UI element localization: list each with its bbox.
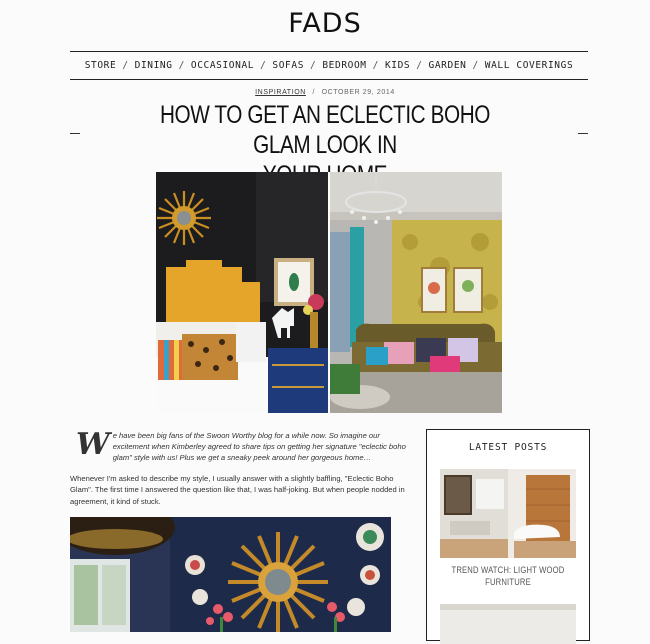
intro-text: e have been big fans of the Swoon Worthy blog for a while now. So imagine our excitement when Kimberley agreed to share tips on getting her signature "eclectic boho glam" style with us! Plus we get a sneaky peek around her gorgeous home… (112, 431, 406, 462)
living-room-photo (330, 172, 502, 413)
nav-item-occasional[interactable]: OCCASIONAL (190, 60, 255, 71)
nav-separator: / (178, 60, 185, 71)
nav-item-bedroom[interactable]: BEDROOM (322, 60, 367, 71)
nav-item-kids[interactable]: KIDS (384, 60, 411, 71)
nav-separator: / (122, 60, 129, 71)
photo-divider (328, 172, 330, 413)
post-date: OCTOBER 29, 2014 (321, 89, 395, 96)
nav-item-wall-coverings[interactable]: WALL COVERINGS (484, 60, 574, 71)
title-dash-left (70, 133, 80, 134)
hero-image (156, 172, 502, 413)
post-intro (70, 427, 415, 463)
site-logo[interactable]: FADS (288, 8, 362, 39)
main-nav (70, 52, 588, 79)
latest-post-thumbnail[interactable] (440, 604, 576, 644)
nav-item-store[interactable]: STORE (84, 60, 117, 71)
bedroom-photo (156, 172, 328, 413)
nav-separator: / (416, 60, 423, 71)
nav-separator: / (310, 60, 317, 71)
latest-posts-widget (426, 429, 590, 641)
sunburst-mirror-icon (228, 532, 328, 632)
latest-posts-heading: LATEST POSTS (468, 442, 548, 453)
title-dash-right (578, 133, 588, 134)
latest-post-thumbnail[interactable] (440, 469, 576, 558)
sunburst-mirror-icon (157, 191, 211, 245)
nav-item-sofas[interactable]: SOFAS (272, 60, 305, 71)
post-category-link[interactable]: INSPIRATION (255, 89, 306, 96)
post-paragraph: Whenever I'm asked to describe my style, I usually answer with a slightly baffling, "Eclectic Boho Glam". The first time I answered the question like that, I was half-joking. But when people nodded in agreement, it kind of stuck. (70, 474, 405, 506)
nav-separator: / (472, 60, 479, 71)
latest-post-title-line: TREND WATCH: LIGHT WOOD (451, 565, 565, 575)
meta-separator: / (312, 89, 316, 96)
nav-separator: / (260, 60, 267, 71)
latest-post-title[interactable] (448, 564, 569, 588)
nav-item-dining[interactable]: DINING (134, 60, 173, 71)
post-title-line: HOW TO GET AN ECLECTIC BOHO GLAM LOOK IN (159, 101, 491, 159)
post-meta (0, 89, 650, 96)
latest-post-title-line: FURNITURE (485, 577, 531, 587)
intro-dropcap: W (76, 427, 110, 462)
nav-bottom-rule (70, 79, 588, 80)
article-image (70, 517, 391, 632)
nav-item-garden[interactable]: GARDEN (428, 60, 467, 71)
nav-separator: / (372, 60, 379, 71)
